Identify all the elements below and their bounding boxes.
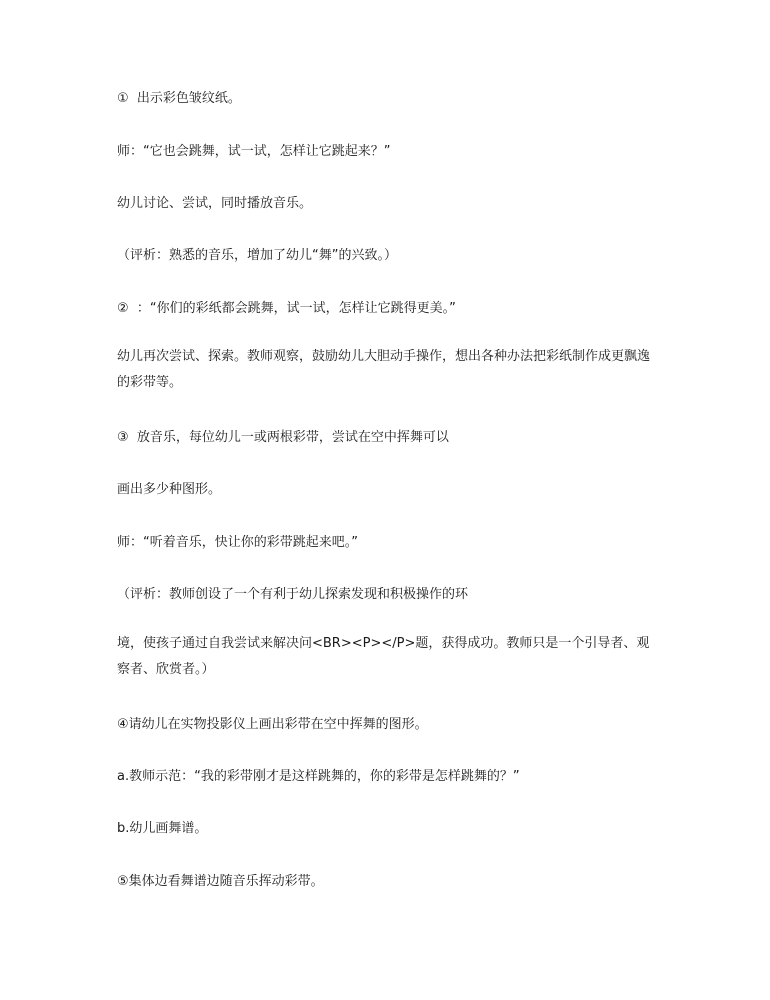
paragraph-2: 师：“它也会跳舞，试一试，怎样让它跳起来？” <box>117 144 391 159</box>
paragraph-7: ③ 放音乐，每位幼儿一或两根彩带，尝试在空中挥舞可以 <box>117 430 449 445</box>
paragraph-12: ④请幼儿在实物投影仪上画出彩带在空中挥舞的图形。 <box>117 717 428 732</box>
paragraph-5: ② ：“你们的彩纸都会跳舞，试一试，怎样让它跳得更美。” <box>117 301 456 316</box>
paragraph-9: 师：“听着音乐，快让你的彩带跳起来吧。” <box>117 535 358 550</box>
paragraph-6: 幼儿再次尝试、探索。教师观察，鼓励幼儿大胆动手操作，想出各种办法把彩纸制作成更飘逸的彩带等。 <box>117 349 651 390</box>
paragraph-1: ① 出示彩色皱纹纸。 <box>117 91 241 106</box>
paragraph-10: （评析：教师创设了一个有利于幼儿探索发现和积极操作的环 <box>117 587 469 602</box>
paragraph-8: 画出多少种图形。 <box>117 482 222 497</box>
paragraph-11: 境，使孩子通过自我尝试来解决问<BR><P></P>题，获得成功。教师只是一个引导者、观察者、欣赏者。） <box>117 636 650 677</box>
paragraph-13: a.教师示范：“我的彩带刚才是这样跳舞的，你的彩带是怎样跳舞的？” <box>117 769 520 784</box>
paragraph-14: b.幼儿画舞谱。 <box>117 821 208 836</box>
paragraph-15: ⑤集体边看舞谱边随音乐挥动彩带。 <box>117 874 324 889</box>
paragraph-3: 幼儿讨论、尝试，同时播放音乐。 <box>117 196 313 211</box>
paragraph-4: （评析：熟悉的音乐，增加了幼儿“舞”的兴致。） <box>117 248 397 263</box>
